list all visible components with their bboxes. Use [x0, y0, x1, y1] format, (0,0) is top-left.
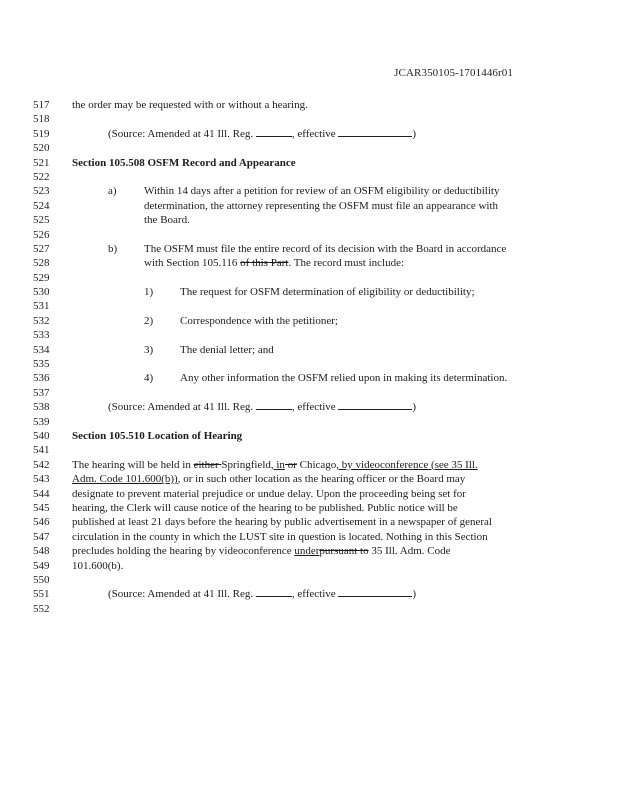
- line-number: 548: [33, 545, 50, 558]
- text-segment: Springfield: [221, 458, 271, 471]
- blank-rule: [256, 400, 292, 410]
- document-body: [0, 98, 618, 616]
- struck-text: pursuant to: [319, 545, 369, 558]
- line-number: 529: [33, 271, 50, 284]
- line-number: 519: [33, 127, 50, 140]
- blank-rule: [338, 587, 412, 597]
- line-number: 535: [33, 358, 50, 371]
- line-number: 521: [33, 156, 50, 169]
- text-line: designate to prevent material prejudice or undue delay. Upon the proceeding being set for: [72, 487, 466, 500]
- line-number: 538: [33, 401, 50, 414]
- text-segment: , or in such other location as the hearing officer or the Board may: [177, 473, 466, 486]
- source-lead: (Source: Amended at 41 Ill. Reg.: [108, 401, 256, 414]
- line-number: 551: [33, 588, 50, 601]
- source-note: [0, 400, 618, 414]
- line-number: 517: [33, 99, 50, 111]
- text-line: the order may be requested with or without a hearing.: [72, 99, 308, 111]
- item-label: b): [108, 242, 118, 255]
- inserted-text: under: [294, 545, 320, 558]
- inserted-text: Adm. Code 101.600(b)): [72, 473, 178, 486]
- line-number: 518: [33, 113, 50, 126]
- source-note: [0, 127, 618, 141]
- line-number: 524: [33, 199, 50, 212]
- text-line: [72, 458, 478, 472]
- line-number: 523: [33, 185, 50, 198]
- subitem-label: 1): [144, 286, 154, 299]
- text-line: Correspondence with the petitioner;: [180, 314, 338, 327]
- line-number: 530: [33, 286, 50, 299]
- line-number: 536: [33, 372, 50, 385]
- line-number: 534: [33, 343, 50, 356]
- line-number: 528: [33, 257, 50, 270]
- text-segment: The hearing will be held in: [72, 458, 194, 471]
- line-number: 525: [33, 214, 50, 227]
- line-number: 531: [33, 300, 50, 313]
- text-segment: . The record must include:: [288, 257, 405, 270]
- subitem-label: 2): [144, 314, 154, 327]
- document-id-header: JCAR350105-1701446r01: [394, 67, 513, 79]
- blank-rule: [256, 127, 292, 137]
- source-lead: (Source: Amended at 41 Ill. Reg.: [108, 588, 256, 601]
- subitem-label: 4): [144, 372, 154, 385]
- line-number: 546: [33, 516, 50, 529]
- line-number: 545: [33, 501, 50, 514]
- blank-rule: [338, 400, 412, 410]
- source-lead: (Source: Amended at 41 Ill. Reg.: [108, 127, 256, 140]
- source-end: ): [412, 401, 417, 414]
- line-number: 547: [33, 530, 50, 543]
- item-label: a): [108, 185, 117, 198]
- text-line: [72, 544, 451, 558]
- line-number: 550: [33, 573, 50, 586]
- text-segment: 35 Ill. Adm. Code: [368, 545, 451, 558]
- line-number: 527: [33, 242, 50, 255]
- inserted-text: , by videoconference (see 35 Ill.: [336, 458, 478, 471]
- blank-rule: [338, 127, 412, 137]
- line-number: 552: [33, 602, 50, 615]
- struck-text: of this Part: [240, 257, 289, 270]
- text-line: determination, the attorney representing the OSFM must file an appearance with: [144, 199, 499, 212]
- line-number: 526: [33, 228, 50, 241]
- source-end: ): [412, 127, 417, 140]
- text-line: published at least 21 days before the hearing by public advertisement in a newspaper of general: [72, 516, 492, 529]
- text-segment: with Section 105.116: [144, 257, 241, 270]
- text-line: The OSFM must file the entire record of its decision with the Board in accordance: [144, 242, 507, 255]
- source-note: [0, 587, 618, 601]
- text-line: Within 14 days after a petition for review of an OSFM eligibility or deductibility: [144, 185, 500, 198]
- text-line: Any other information the OSFM relied upon in making its determination.: [180, 372, 508, 385]
- text-segment: Chicago: [296, 458, 337, 471]
- source-end: ): [412, 588, 417, 601]
- source-mid: , effective: [291, 588, 339, 601]
- line-number: 537: [33, 386, 50, 399]
- text-line: The denial letter; and: [180, 343, 274, 356]
- line-number: 522: [33, 170, 50, 183]
- subitem-label: 3): [144, 343, 154, 356]
- struck-text: or: [284, 458, 297, 471]
- struck-text: either: [193, 458, 222, 471]
- line-number: 543: [33, 473, 50, 486]
- line-number: 541: [33, 444, 50, 457]
- blank-rule: [256, 587, 292, 597]
- source-mid: , effective: [291, 401, 339, 414]
- text-line: 101.600(b).: [72, 559, 124, 572]
- text-line: [144, 256, 404, 270]
- line-number: 520: [33, 142, 50, 155]
- source-mid: , effective: [291, 127, 339, 140]
- line-number: 539: [33, 415, 50, 428]
- line-number: 542: [33, 458, 50, 471]
- text-line: circulation in the county in which the LUST site in question is located. Nothing in this Section: [72, 530, 488, 543]
- section-heading: Section 105.510 Location of Hearing: [72, 429, 243, 442]
- section-heading: Section 105.508 OSFM Record and Appearance: [72, 156, 296, 169]
- text-line: The request for OSFM determination of eligibility or deductibility;: [180, 286, 475, 299]
- inserted-text: , in: [270, 458, 285, 471]
- text-line: hearing, the Clerk will cause notice of the hearing to be published. Public notice will be: [72, 501, 458, 514]
- line-number: 544: [33, 487, 50, 500]
- line-number: 549: [33, 559, 50, 572]
- line-number: 532: [33, 314, 50, 327]
- line-number: 540: [33, 429, 50, 442]
- text-line: the Board.: [144, 214, 190, 227]
- line-number: 533: [33, 329, 50, 342]
- text-segment: precludes holding the hearing by videoconference: [72, 545, 295, 558]
- text-line: [72, 472, 465, 486]
